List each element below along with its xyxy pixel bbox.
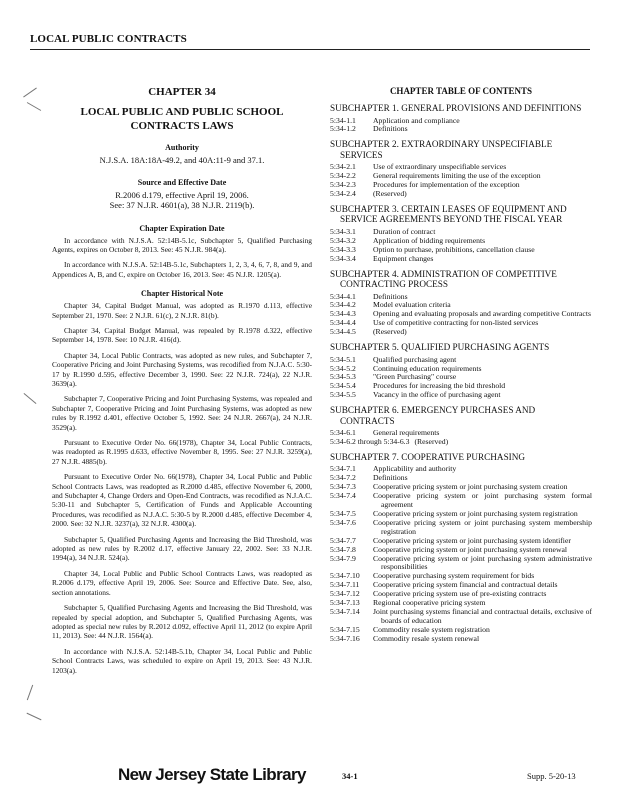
section-title: Qualified purchasing agent xyxy=(373,354,457,364)
note-paragraph: In accordance with N.J.S.A. 52:14B-5.1b, Chapter 34, Local Public and Public School Contracts Laws, was scheduled to expire on April 19, 2013. See: 43 N.J.R. 1203(a). xyxy=(52,646,312,675)
section-title: General requirements xyxy=(373,428,440,438)
section-number: 5:34-5.5 xyxy=(330,390,356,400)
chapter-title xyxy=(52,105,312,133)
section-title: Cooperative pricing system or joint purchasing system creation xyxy=(373,482,568,492)
library-watermark: New Jersey State Library xyxy=(118,765,306,784)
section-title: (Reserved) xyxy=(373,189,407,199)
section-title: Applicability and authority xyxy=(373,464,457,474)
section-title: General requirements limiting the use of the exception xyxy=(373,171,541,181)
toc-entry xyxy=(330,319,592,328)
subchapter-heading: SUBCHAPTER 3. CERTAIN LEASES OF EQUIPMENT AND SERVICE AGREEMENTS BEYOND THE FISCAL YEAR xyxy=(330,203,567,225)
scan-mark xyxy=(24,393,37,404)
source-heading: Source and Effective Date xyxy=(137,177,227,187)
section-number: 5:34-3.1 xyxy=(330,226,356,236)
note-paragraph: Chapter 34, Capital Budget Manual, was repealed by R.1978 d.322, effective September 14, 1978. See: 10 N.J.R. 416(d). xyxy=(52,325,312,345)
toc-entry xyxy=(330,190,592,199)
section-number: 5:34-7.6 xyxy=(330,517,356,527)
section-number: 5:34-7.16 xyxy=(330,633,360,643)
section-title: Cooperative pricing system financial and contractual details xyxy=(373,580,558,590)
section-number: 5:34-7.12 xyxy=(330,589,360,599)
toc-list xyxy=(330,103,592,644)
section-number: 5:34-4.4 xyxy=(330,318,356,328)
section-number: 5:34-3.3 xyxy=(330,244,356,254)
section-title: (Reserved) xyxy=(414,437,449,447)
section-number: 5:34-7.11 xyxy=(330,580,360,590)
toc-entry xyxy=(330,555,592,573)
note-paragraph: Subchapter 5, Qualified Purchasing Agents and Increasing the Bid Threshold, was repealed by special adoption, and Subchapter 5, Qualified Purchasing Agents, was adopted as special new rules by R.2012 d.092, effective April 11, 2012 (to expire April 11, 2013). See: 44 N.J.R. 1564(a). xyxy=(52,603,312,641)
note-paragraph: Chapter 34, Capital Budget Manual, was adopted as R.1970 d.113, effective September 21, 1970. See: 2 N.J.R. 61(c), 2 N.J.R. 81(b). xyxy=(52,301,312,320)
toc-entry xyxy=(330,117,592,126)
note-paragraph: In accordance with N.J.S.A. 52:14B-5.1c, Subchapters 1, 2, 3, 4, 6, 7, 8, and 9, and Appendices A, B, and C, expire on October 16, 2013. See: 45 N.J.R. 1205(a). xyxy=(52,260,312,279)
subchapter-heading: SUBCHAPTER 7. COOPERATIVE PURCHASING xyxy=(330,451,526,462)
section-number: 5:34-5.1 xyxy=(330,354,356,364)
header-rule xyxy=(30,49,590,50)
toc-entry xyxy=(330,246,592,255)
section-title: Cooperative pricing system use of pre-existing contracts xyxy=(373,589,547,599)
section-number: 5:34-7.14 xyxy=(330,606,360,616)
toc-entry xyxy=(330,438,592,447)
toc-entry xyxy=(330,465,592,474)
section-title: Cooperative pricing system or joint purchasing system registration xyxy=(373,508,578,518)
section-title: Definitions xyxy=(373,124,408,134)
section-number: 5:34-1.2 xyxy=(330,124,356,134)
section-title: Cooperative purchasing system requirement for bids xyxy=(373,571,535,581)
section-title: Application and compliance xyxy=(373,115,460,125)
subchapter-heading: SUBCHAPTER 1. GENERAL PROVISIONS AND DEFINITIONS xyxy=(330,103,582,113)
section-number: 5:34-4.1 xyxy=(330,291,356,301)
note-paragraph: Subchapter 7, Cooperative Pricing and Joint Purchasing Systems, was repealed and Subchapter 7, Cooperative Pricing and Joint Purchasing Systems, was adopted as new rules by R.1992 d.401, effective October 5, 1992. See: 24 N.J.R. 2667(a), 24 N.J.R. 3529(a). xyxy=(52,394,312,432)
section-title: Use of competitive contracting for non-listed services xyxy=(373,318,539,328)
toc-entry xyxy=(330,492,592,510)
section-number: 5:34-5.3 xyxy=(330,372,356,382)
section-number: 5:34-7.8 xyxy=(330,544,356,554)
supplement-date: Supp. 5-20-13 xyxy=(527,771,576,781)
section-title: Procedures for implementation of the exception xyxy=(373,180,520,190)
scan-mark xyxy=(23,88,37,98)
section-number: 5:34-7.3 xyxy=(330,482,356,492)
toc-entry xyxy=(330,635,592,644)
source-line: See: 37 N.J.R. 4601(a), 38 N.J.R. 2119(b). xyxy=(109,200,255,210)
section-number: 5:34-7.9 xyxy=(330,553,356,563)
expiration-notes xyxy=(52,236,312,280)
section-title: Cooperative pricing system or joint purchasing system formal agreement xyxy=(373,491,592,510)
section-number: 5:34-2.4 xyxy=(330,189,356,199)
note-paragraph: Chapter 34, Local Public and Public School Contracts Laws, was readopted as R.2006 d.179, effective April 19, 2006. See: Source and Effective Date. See, also, section annotations. xyxy=(52,568,312,597)
section-title: Model evaluation criteria xyxy=(373,300,451,310)
section-title: Vacancy in the office of purchasing agent xyxy=(373,390,501,400)
chapter-front-matter xyxy=(52,86,312,681)
toc-entry xyxy=(330,293,592,302)
table-of-contents xyxy=(330,86,592,644)
subchapter-heading: SUBCHAPTER 4. ADMINISTRATION OF COMPETITIVE CONTRACTING PROCESS xyxy=(330,268,557,290)
section-title: Use of extraordinary unspecifiable services xyxy=(373,162,507,172)
section-title: (Reserved) xyxy=(373,327,407,337)
toc-entry xyxy=(330,328,592,337)
section-title: "Green Purchasing" course xyxy=(373,372,457,382)
section-title: Cooperative pricing system or joint purchasing system administrative responsibilities xyxy=(373,553,592,572)
note-paragraph: In accordance with N.J.S.A. 52:14B-5.1c, Subchapter 5, Qualified Purchasing Agents, expires on October 8, 2013. See: 45 N.J.R. 984(a). xyxy=(52,235,312,254)
toc-title: CHAPTER TABLE OF CONTENTS xyxy=(389,86,533,96)
authority-text: N.J.S.A. 18A:18A-49.2, and 40A:11-9 and 37.1. xyxy=(99,155,265,165)
toc-entry xyxy=(330,608,592,626)
section-number: 5:34-6.2 through 5:34-6.3 xyxy=(330,437,410,447)
section-number: 5:34-5.4 xyxy=(330,381,356,391)
scan-mark xyxy=(27,713,42,721)
section-title: Procedures for increasing the bid threshold xyxy=(373,381,506,391)
section-title: Definitions xyxy=(373,473,408,483)
section-number: 5:34-2.2 xyxy=(330,171,356,181)
section-number: 5:34-7.2 xyxy=(330,473,356,483)
historical-notes xyxy=(52,301,312,675)
section-number: 5:34-6.1 xyxy=(330,428,356,438)
toc-entry xyxy=(330,255,592,264)
section-title: Regional cooperative pricing system xyxy=(373,598,486,608)
section-title: Duration of contract xyxy=(373,226,436,236)
section-number: 5:34-7.13 xyxy=(330,598,360,608)
section-number: 5:34-4.2 xyxy=(330,300,356,310)
section-title: Joint purchasing systems financial and contractual details, exclusive of boards of education xyxy=(373,606,592,625)
note-paragraph: Subchapter 5, Qualified Purchasing Agents and Increasing the Bid Threshold, was adopted as new rules by R.2002 d.17, effective January 22, 2002. See: 33 N.J.R. 1994(a), 34 N.J.R. 524(a). xyxy=(52,534,312,563)
section-title: Application of bidding requirements xyxy=(373,235,486,245)
section-number: 5:34-7.5 xyxy=(330,508,356,518)
authority-heading: Authority xyxy=(165,143,199,152)
source-line: R.2006 d.179, effective April 19, 2006. xyxy=(115,189,249,200)
toc-entry xyxy=(330,391,592,400)
section-number: 5:34-7.7 xyxy=(330,535,356,545)
expiration-heading: Chapter Expiration Date xyxy=(139,223,225,233)
section-number: 5:34-4.5 xyxy=(330,327,356,337)
toc-entry xyxy=(330,365,592,374)
section-title: Cooperative pricing system or joint purchasing system identifier xyxy=(373,535,571,545)
subchapter-heading: SUBCHAPTER 2. EXTRAORDINARY UNSPECIFIABLE SERVICES xyxy=(330,139,553,160)
section-title: Commodity resale system renewal xyxy=(373,633,480,643)
section-title: Cooperative pricing system or joint purchasing system renewal xyxy=(373,544,568,554)
history-heading: Chapter Historical Note xyxy=(140,289,224,299)
section-number: 5:34-7.15 xyxy=(330,624,360,634)
toc-entry xyxy=(330,181,592,190)
toc-entry xyxy=(330,125,592,134)
section-number: 5:34-2.1 xyxy=(330,162,356,172)
section-title: Equipment changes xyxy=(373,253,434,263)
section-number: 5:34-7.1 xyxy=(330,464,356,474)
section-number: 5:34-7.4 xyxy=(330,491,356,501)
section-number: 5:34-1.1 xyxy=(330,115,356,125)
section-title: Commodity resale system registration xyxy=(373,624,490,634)
section-title: Cooperative pricing system or joint purchasing system membership registration xyxy=(373,517,592,536)
toc-entry xyxy=(330,519,592,537)
section-title: Continuing education requirements xyxy=(373,363,482,373)
section-number: 5:34-7.10 xyxy=(330,571,360,581)
section-title: Definitions xyxy=(373,291,408,301)
section-number: 5:34-3.4 xyxy=(330,253,356,263)
note-paragraph: Pursuant to Executive Order No. 66(1978), Chapter 34, Local Public and Public School Contracts Laws, was readopted as R.2000 d.485, effective November 6, 2000, and Subchapter 4, Change Orders and Open-End Contracts, was recodified as N.J.A.C. 5:30-11 and Subchapter 5, Certification of Funds and Applicable Accounting Procedures, was recodified as N.J.A.C. 5:30-5 by R.2000 d.485, effective December 4, 2000. See: 32 N.J.R. 3237(a), 32 N.J.R. 4300(a). xyxy=(52,472,312,529)
note-paragraph: Chapter 34, Local Public Contracts, was adopted as new rules, and Subchapter 7, Cooperative Pricing and Joint Purchasing Systems, was recodified from N.J.A.C. 5:30-17 by R.1990 d.595, effective December 3, 1990. See: 22 N.J.R. 724(a), 22 N.J.R. 3639(a). xyxy=(52,350,312,388)
section-number: 5:34-2.3 xyxy=(330,180,356,190)
section-number: 5:34-4.3 xyxy=(330,309,356,319)
page-number: 34-1 xyxy=(342,771,358,781)
chapter-number: CHAPTER 34 xyxy=(148,86,216,98)
section-title: Opening and evaluating proposals and awarding competitive Contracts xyxy=(373,309,591,319)
scan-mark xyxy=(27,102,41,111)
subchapter-heading: SUBCHAPTER 6. EMERGENCY PURCHASES AND CONTRACTS xyxy=(330,405,536,426)
note-paragraph: Pursuant to Executive Order No. 66(1978), Chapter 34, Local Public Contracts, was readopted as R.1995 d.633, effective November 8, 1995. See: 27 N.J.R. 3259(a), 27 N.J.R. 4885(b). xyxy=(52,438,312,466)
scan-mark xyxy=(27,685,33,700)
section-title: Option to purchase, prohibitions, cancellation clause xyxy=(373,244,535,254)
section-number: 5:34-3.2 xyxy=(330,235,356,245)
chapter-title-line: LOCAL PUBLIC AND PUBLIC SCHOOL xyxy=(80,106,284,118)
chapter-title-line: CONTRACTS LAWS xyxy=(130,120,234,132)
running-head: LOCAL PUBLIC CONTRACTS xyxy=(30,33,187,45)
subchapter-heading: SUBCHAPTER 5. QUALIFIED PURCHASING AGENTS xyxy=(330,342,550,353)
section-number: 5:34-5.2 xyxy=(330,363,356,373)
